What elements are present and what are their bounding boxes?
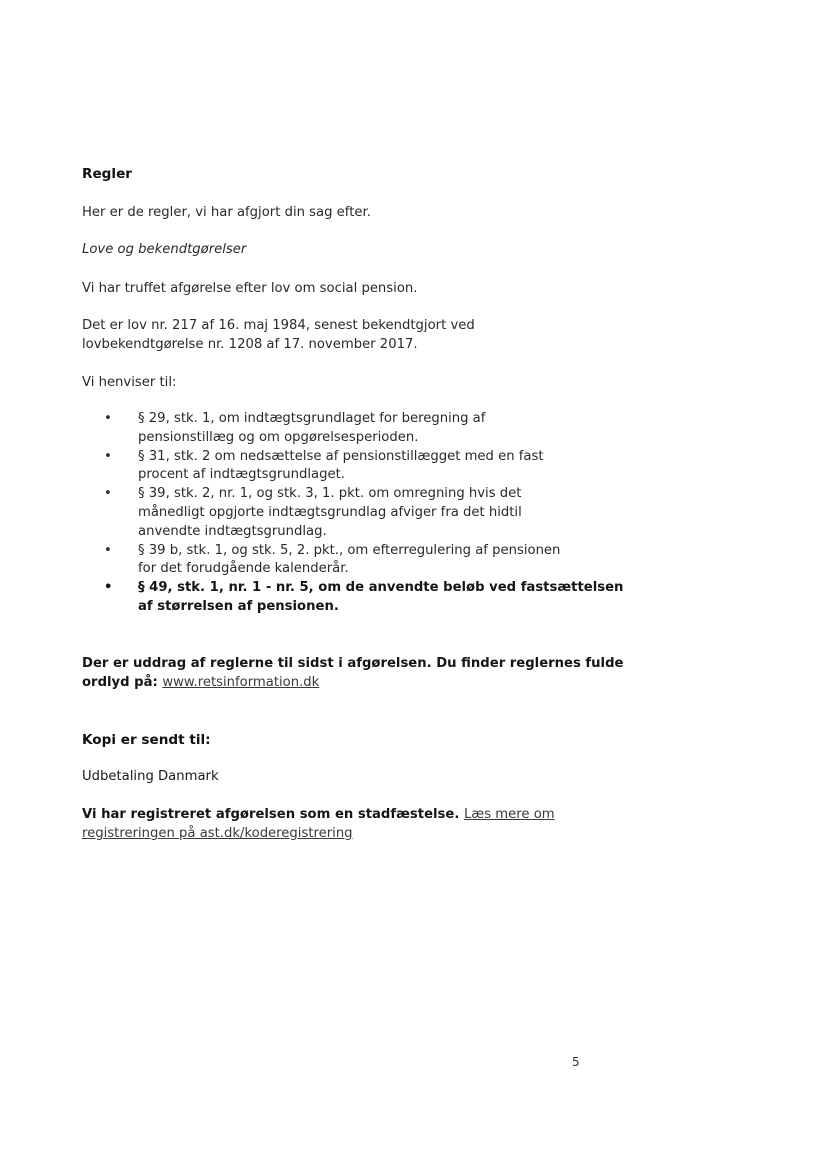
list-item-line: for det forudgående kalenderår. bbox=[138, 561, 349, 577]
law-reference-line2: lovbekendtgørelse nr. 1208 af 17. november 2017. bbox=[82, 337, 418, 352]
copy-recipient: Udbetaling Danmark bbox=[82, 769, 219, 784]
laws-subheading: Love og bekendtgørelser bbox=[82, 242, 247, 257]
list-item-line: § 31, stk. 2 om nedsættelse af pensionstillægget med en fast bbox=[138, 448, 544, 464]
page-number: 5 bbox=[572, 1055, 580, 1069]
list-item-line: § 39 b, stk. 1, og stk. 5, 2. pkt., om efterregulering af pensionen bbox=[138, 542, 561, 558]
law-reference bbox=[82, 316, 475, 354]
retsinformation-link[interactable]: www.retsinformation.dk bbox=[162, 675, 320, 690]
registration-link-part1[interactable]: Læs mere om bbox=[463, 807, 555, 822]
copy-heading: Kopi er sendt til: bbox=[82, 732, 211, 748]
bullet-icon: • bbox=[104, 542, 112, 558]
registration-note bbox=[82, 805, 555, 843]
list-item bbox=[82, 410, 623, 448]
list-item-line: pensionstillæg og om opgørelsesperioden. bbox=[138, 429, 419, 445]
refer-intro: Vi henviser til: bbox=[82, 375, 177, 390]
excerpt-prefix: ordlyd på: bbox=[82, 675, 163, 690]
list-item-line: § 49, stk. 1, nr. 1 - nr. 5, om de anvendte beløb ved fastsættelsen bbox=[138, 580, 624, 596]
registration-link-part2[interactable]: registreringen på ast.dk/koderegistrering bbox=[82, 826, 353, 841]
list-item bbox=[82, 485, 623, 541]
bullet-icon: • bbox=[104, 411, 112, 426]
rules-heading: Regler bbox=[82, 166, 133, 182]
rules-list bbox=[82, 410, 623, 617]
bullet-icon: • bbox=[104, 486, 112, 502]
list-item-line: procent af indtægtsgrundlaget. bbox=[138, 467, 345, 483]
list-item-line: § 29, stk. 1, om indtægtsgrundlaget for beregning af bbox=[138, 411, 486, 426]
list-item bbox=[82, 579, 623, 617]
bullet-icon: • bbox=[104, 448, 112, 464]
list-item-line: af størrelsen af pensionen. bbox=[138, 598, 339, 614]
law-reference-line1: Det er lov nr. 217 af 16. maj 1984, senest bekendtgjort ved bbox=[82, 318, 475, 333]
registration-text: Vi har registreret afgørelsen som en stadfæstelse. bbox=[82, 807, 464, 822]
list-item bbox=[82, 448, 623, 486]
excerpt-line1: Der er uddrag af reglerne til sidst i afgørelsen. Du finder reglernes fulde bbox=[82, 656, 624, 671]
list-item-line: anvendte indtægtsgrundlag. bbox=[138, 523, 327, 539]
bullet-icon: • bbox=[104, 580, 113, 596]
excerpt-note bbox=[82, 654, 623, 692]
list-item bbox=[82, 542, 623, 580]
list-item-line: § 39, stk. 2, nr. 1, og stk. 3, 1. pkt. om omregning hvis det bbox=[138, 486, 522, 502]
rules-intro: Her er de regler, vi har afgjort din sag efter. bbox=[82, 205, 371, 220]
list-item-line: månedligt opgjorte indtægtsgrundlag afviger fra det hidtil bbox=[138, 504, 522, 520]
decision-basis: Vi har truffet afgørelse efter lov om social pension. bbox=[82, 281, 418, 296]
